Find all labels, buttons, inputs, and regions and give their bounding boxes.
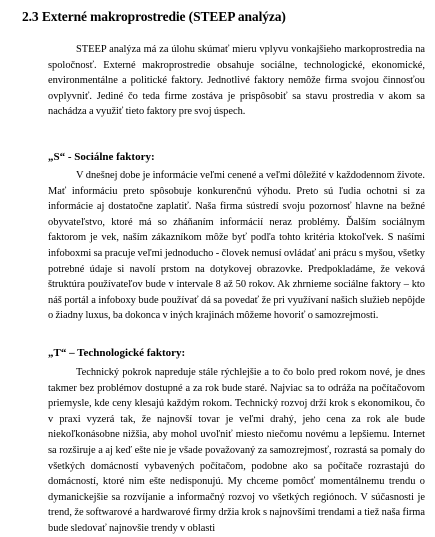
technological-factors-paragraph: Technický pokrok napreduje stále rýchlejšie a to čo bolo pred rokom nové, je dnes takmer bez problémov dostupné a za rok bude staré. Najviac sa to odráža na počítačovom priemysle, kde ceny klesajú každým rokom. Technický rozvoj drží krok s ekonomikou, čo v praxi vyzerá tak, že najnovší tovar je veľmi drahý, jeho cena za rok ale bude niekoľkonásobne nižšia, aby mohol uvoľniť miesto niečomu novému a lepšiemu. Internet sa rozširuje a aj keď ešte nie je všade považovaný za samozrejmosť, rozrastá sa pomaly do všetkých domácností vybavených počítačom, podobne ako sa počítače rozrastajú do domácností, ktoré nim ešte nedisponujú. My chceme pomôcť momentálnemu trendu o dymanickejšie sa rozvíjanie a informačný rozvoj vo všetkých regiónoch. V súčasnosti je trend, že softwarové a hardwarové firmy držia krok s najnovšími trendami a tiež naša firma bude sledovať najnovšie trendy v oblasti xyxy=(48,367,425,534)
social-factors-paragraph: V dnešnej dobe je informácie veľmi cenené a veľmi dôležité v každodennom živote. Mať informáciu preto spôsobuje konkurenčnú výhodu. Preto sú ľudia ochotni si za informácie aj dostatočne zaplatiť. Naša firma sústredí svoju pozornosť hlavne na bežné obyvateľstvo, ktoré má so zháňaním informácií neraz problémy. Ďalším sociálnym faktorom je vek, naším zákazníkom môže byť podľa tohto kritéria ktokoľvek. S naśími infoboxmi sa pracuje veľmi jednoducho - človek nemusí ovládať ani prácu s myšou, všetky potrebné údaje si navolí prstom na dotykovej obrazovke. Predpokladáme, že veková štruktúra používateľov bude v intervale 8 až 50 rokov. Ak zhrnieme sociálne faktory – kto náš portál a infoboxy bude používať dá sa povedať že pri využívaní našich služieb nepôjde o žiadny luxus, ba dokonca v iných krajinách môžeme hovoriť o samozrejmosti. xyxy=(48,170,425,322)
technological-factors-heading: „T“ – Technologické faktory: xyxy=(48,347,186,359)
intro-paragraph: STEEP analýza má za úlohu skúmať mieru vplyvu vonkajšieho markoprostredia na spoločnosť. Externé makroprostredie obsahuje sociálne, technologické, ekonomické, environmentálne a politické faktory. Jednotlivé faktory nemôže firma svojou činnosťou ovplyvniť. Jediné čo teda firme zostáva je prispôsobiť sa stavu prostredia v akom sa nachádza a využiť tieto faktory pre svoj úspech. xyxy=(48,44,425,118)
section-heading: 2.3 Externé makroprostredie (STEEP analýza) xyxy=(22,9,286,24)
social-factors-heading: „S“ - Sociálne faktory: xyxy=(48,151,155,163)
